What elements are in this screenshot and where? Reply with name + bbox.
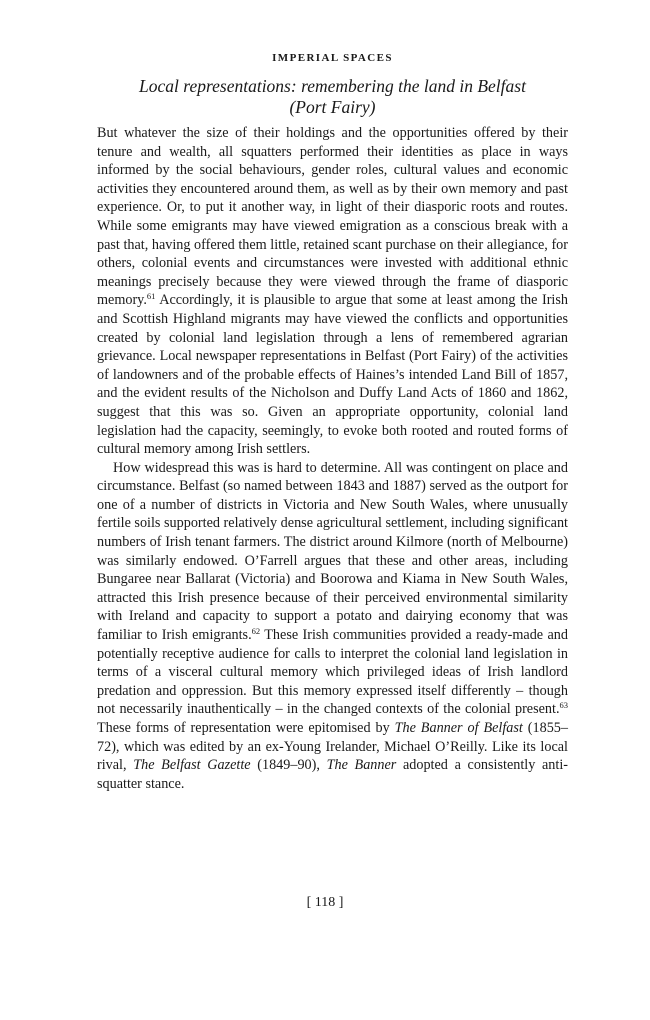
title-the-banner: The Banner xyxy=(326,757,397,774)
title-banner-of-belfast: The Banner of Belfast xyxy=(394,720,523,736)
section-title-line-1: Local representations: remembering the land in Belfast xyxy=(139,76,526,96)
footnote-ref-63[interactable]: 63 xyxy=(559,700,568,711)
footnote-ref-62[interactable]: 62 xyxy=(251,626,261,637)
footnote-ref-61[interactable]: 61 xyxy=(146,291,156,302)
paragraph-2-text-a: How widespread this was is hard to determine. All was contingent on place and circumstance. Belfast (so named between 1843 and 1887) served as the outport for one of a number of districts in Victoria and New South Wales, where unusually fertile soils supported relatively dense agricultural settlement, including significant numbers of Irish tenant farmers. The district around Kilmore (north of Melbourne) was similarly endowed. O’Farrell argues that these and other areas, including Bungaree near Ballarat (Victoria) and Boorowa and Kiama in New South Wales, attracted this Irish presence because of their perceived environmental similarity with Ireland and capacity to support a potato and dairying economy that was familiar to Irish emigrants. xyxy=(97,459,568,644)
paragraph-2-text-d: (1855–72), which was edited by an ex-Young Irelander, Michael O’Reilly. Like its local rival, xyxy=(97,720,568,774)
title-belfast-gazette: The Belfast Gazette xyxy=(133,757,251,774)
paragraph-1-text-b: Accordingly, it is plausible to argue that some at least among the Irish and Scottish Highland migrants may have viewed the conflicts and opportunities created by colonial land legislation through a lens of remembered agrarian grievance. Local newspaper representations in Belfast (Port Fairy) of the activities of landowners and of the probable effects of Haines’s intended Land Bill of 1857, and the evident results of the Nicholson and Duffy Land Acts of 1860 and 1862, suggest that this was so. Given an appropriate opportunity, colonial land legislation had the capacity, seemingly, to evoke both rooted and routed forms of cultural memory among Irish settlers. xyxy=(97,292,568,458)
paragraph-2 xyxy=(97,459,568,794)
paragraph-2-text-c: These forms of representation were epitomised by xyxy=(97,720,395,736)
paragraph-2-text-b: These Irish communities provided a ready-made and potentially receptive audience for calls to interpret the colonial land legislation in terms of a visceral cultural memory which privileged ideas of Irish landlord predation and oppression. But this memory expressed itself differently – though not necessarily inauthentically – in the changed contexts of the colonial present. xyxy=(97,627,568,718)
section-title xyxy=(97,76,568,118)
paragraph-1 xyxy=(97,124,568,459)
paragraph-2-text-e: (1849–90), xyxy=(250,757,327,774)
body-text xyxy=(97,124,568,793)
section-title-line-2: (Port Fairy) xyxy=(289,97,376,117)
page-number: [ 118 ] xyxy=(306,895,344,910)
paragraph-2-text-f: adopted a consistently anti-squatter stance. xyxy=(97,757,568,792)
paragraph-1-text-a: But whatever the size of their holdings and the opportunities offered by their tenure and wealth, all squatters performed their identities as place in ways informed by the social behaviours, gender roles, cultural values and economic activities they encountered around them, as well as by their own memory and past experience. Or, to put it another way, in light of their diasporic roots and routes. While some emigrants may have viewed emigration as a conscious break with a past that, having offered them little, retained scant purchase on their allegiance, for others, colonial events and circumstances were invested with additional ethnic meanings precisely because they were viewed through the frame of diasporic memory. xyxy=(97,125,568,309)
running-head: IMPERIAL SPACES xyxy=(272,52,393,64)
book-page xyxy=(0,52,650,1020)
